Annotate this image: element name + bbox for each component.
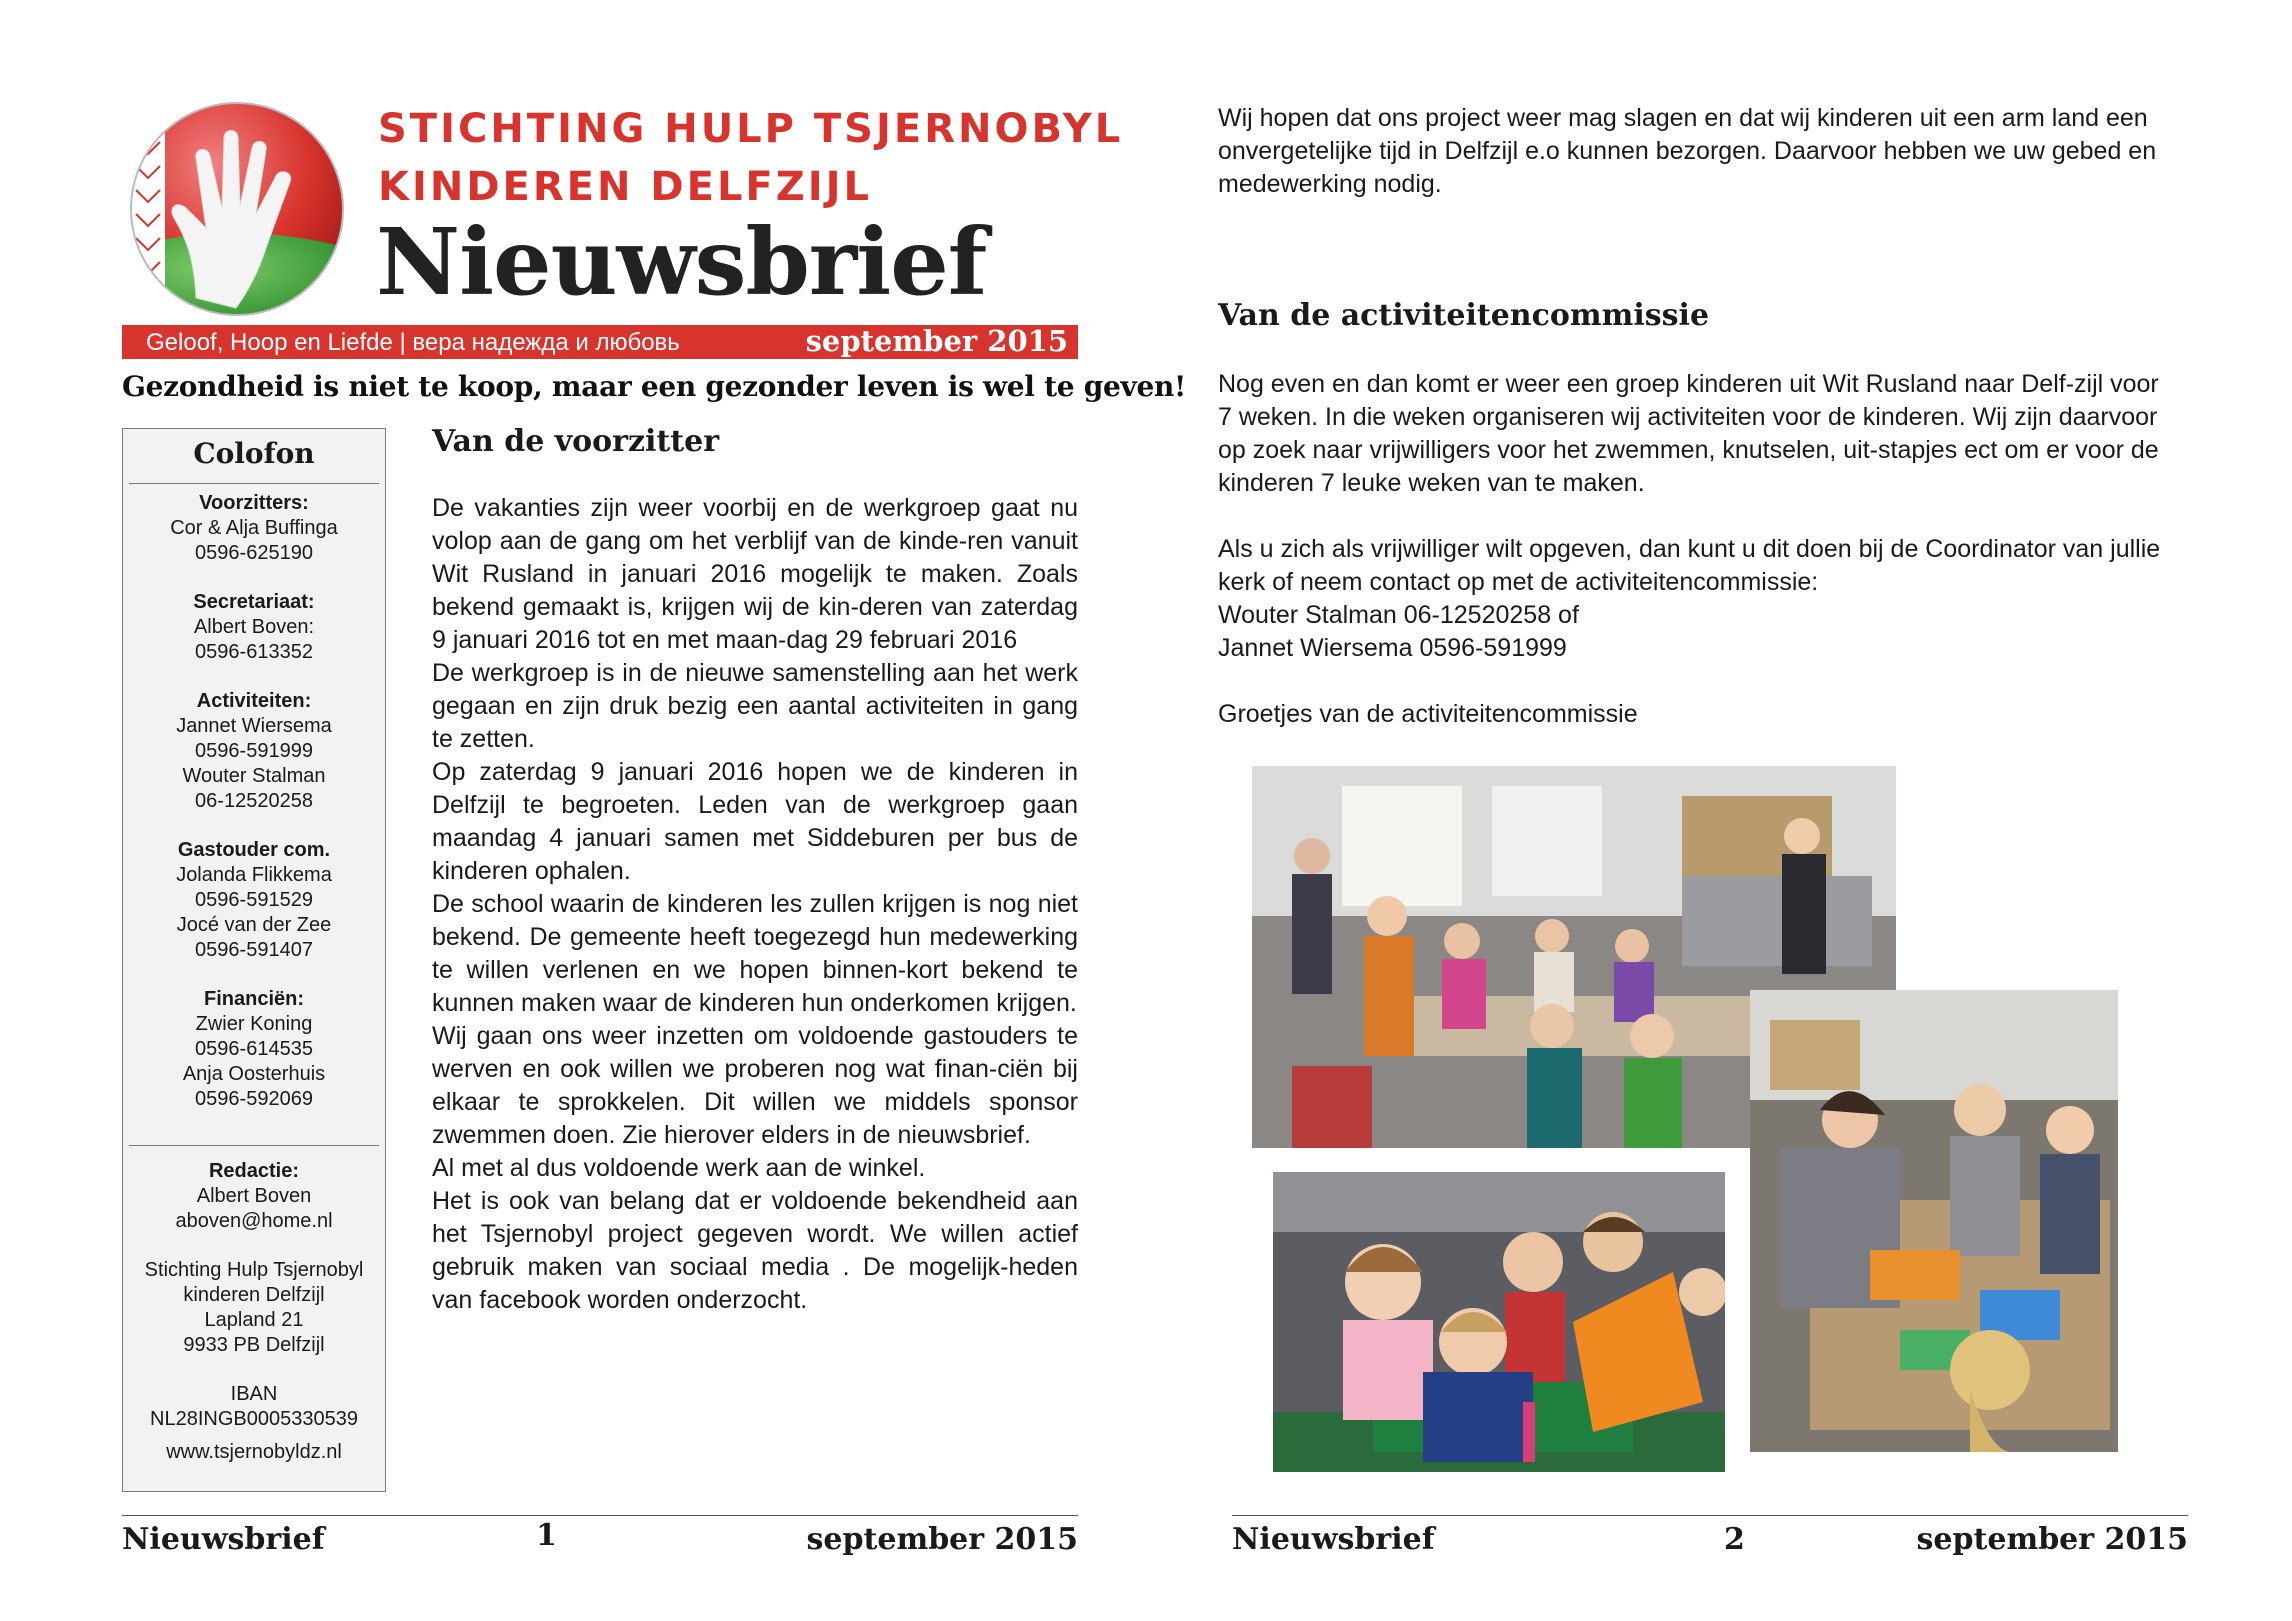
- article-paragraph: Groetjes van de activiteitencommissie: [1218, 700, 1638, 728]
- activity-photo-3: [1273, 1172, 1725, 1472]
- page2-intro-text: Wij hopen dat ons project weer mag slagen en dat wij kinderen uit een arm land een onvergetelijke tijd in Delfzijl e.o kunnen bezorgen. Daarvoor hebben we uw gebed en medewerking nodig.: [1218, 104, 2157, 198]
- colofon-line: 0596-591407: [195, 939, 313, 961]
- article-title-voorzitter: Van de voorzitter: [432, 424, 720, 459]
- colofon-iban-label: IBAN: [230, 1383, 278, 1405]
- organization-name-line1: STICHTING HULP TSJERNOBYL: [378, 106, 1124, 152]
- colofon-line: Albert Boven: [196, 1185, 312, 1207]
- issue-date: september 2015: [805, 324, 1068, 358]
- colofon-line: 0596-591529: [195, 889, 313, 911]
- hand-logo-icon: [126, 98, 348, 320]
- footer-newsletter-label: Nieuwsbrief: [122, 1522, 325, 1557]
- colofon-line: Cor & Alja Buffinga: [170, 517, 338, 539]
- motto-bar: [122, 325, 1078, 359]
- colofon-address-line: Stichting Hulp Tsjernobyl: [144, 1259, 364, 1281]
- footer-issue-date: september 2015: [1916, 1522, 2188, 1557]
- article-title-activiteiten: Van de activiteitencommissie: [1218, 298, 1710, 333]
- colofon-line: 0596-625190: [195, 542, 313, 564]
- colofon-line: 0596-591999: [195, 740, 313, 762]
- colofon-redactie: [123, 1159, 385, 1465]
- colofon-divider-bottom: [129, 1145, 379, 1146]
- colofon-line: Jolanda Flikkema: [176, 864, 332, 886]
- footer-rule-page1: [122, 1515, 1078, 1516]
- footer-rule-page2: [1232, 1515, 2188, 1516]
- footer-page-number: 1: [536, 1518, 557, 1553]
- article-paragraph: De vakanties zijn weer voorbij en de werkgroep gaat nu volop aan de gang om het verblijf van de kinde-ren vanuit Wit Rusland in januari 2016 mogelijk te maken. Zoals bekend gemaakt is, krijgen wij de kin-deren van zaterdag 9 januari 2016 tot en met maan-dag 29 februari 2016: [432, 494, 1078, 654]
- colofon-divider-top: [129, 483, 379, 484]
- article-body-activiteiten: [1218, 368, 2178, 764]
- colofon-address-line: kinderen Delfzijl: [183, 1284, 325, 1306]
- article-paragraph: Op zaterdag 9 januari 2016 hopen we de kinderen in Delfzijl te begroeten. Leden van de werkgroep gaan maandag 4 januari samen met Siddeburen per bus de kinderen ophalen.: [432, 758, 1078, 885]
- slogan: Gezondheid is niet te koop, maar een gezonder leven is wel te geven!: [122, 370, 1187, 403]
- colofon-box: [122, 428, 386, 1492]
- colofon-line: 06-12520258: [195, 790, 313, 812]
- article-paragraph: Het is ook van belang dat er voldoende bekendheid aan het Tsjernobyl project gegeven wordt. We willen actief gebruik maken van sociaal media . De mogelijk-heden van facebook worden onderzocht.: [432, 1187, 1078, 1314]
- colofon-email-link[interactable]: aboven@home.nl: [175, 1210, 333, 1232]
- colofon-line: Anja Oosterhuis: [182, 1063, 326, 1085]
- colofon-heading: Financiën:: [203, 988, 304, 1010]
- article-paragraph: Als u zich als vrijwilliger wilt opgeven, dan kunt u dit doen bij de Coordinator van jullie kerk of neem contact op met de activiteitencommissie:: [1218, 535, 2161, 596]
- footer-issue-date: september 2015: [806, 1522, 1078, 1557]
- colofon-line: 0596-614535: [195, 1038, 313, 1060]
- contact-line: Jannet Wiersema 0596-591999: [1218, 634, 1567, 662]
- footer-page-number: 2: [1724, 1522, 1745, 1557]
- article-body-voorzitter: [432, 492, 1078, 1317]
- colofon-heading: Secretariaat:: [193, 591, 315, 613]
- masthead-title: Nieuwsbrief: [376, 208, 987, 316]
- article-paragraph: Nog even en dan komt er weer een groep kinderen uit Wit Rusland naar Delf-zijl voor 7 weken. In die weken organiseren wij activiteiten voor de kinderen. Wij zijn daarvoor op zoek naar vrijwilligers voor het zwemmen, knutselen, uit-stapjes ect om er voor de kinderen 7 leuke weken van te maken.: [1218, 370, 2159, 497]
- colofon-heading: Activiteiten:: [196, 690, 312, 712]
- colofon-iban: NL28INGB0005330539: [150, 1408, 358, 1430]
- article-paragraph: De werkgroep is in de nieuwe samenstelling aan het werk gegaan en zijn druk bezig een aantal activiteiten in gang te zetten.: [432, 659, 1078, 753]
- colofon-heading: Redactie:: [208, 1160, 300, 1182]
- colofon-website-link[interactable]: www.tsjernobyldz.nl: [166, 1441, 342, 1463]
- article-paragraph: De school waarin de kinderen les zullen krijgen is nog niet bekend. De gemeente heeft toegezegd hun medewerking te willen verlenen en we hopen binnen-kort bekend te kunnen maken waar de kinderen hun onderkomen krijgen.: [432, 890, 1078, 1017]
- colofon-heading: Gastouder com.: [177, 839, 331, 861]
- colofon-line: Zwier Koning: [195, 1013, 313, 1035]
- motto-text: Geloof, Hoop en Liefde | вера надежда и любовь: [146, 329, 680, 356]
- colofon-title: Colofon: [193, 437, 315, 470]
- colofon-line: 0596-592069: [195, 1088, 313, 1110]
- organization-name-line2: KINDEREN DELFZIJL: [378, 164, 873, 210]
- colofon-address-line: 9933 PB Delfzijl: [183, 1334, 325, 1356]
- footer-newsletter-label: Nieuwsbrief: [1232, 1522, 1435, 1557]
- colofon-line: Wouter Stalman: [182, 765, 326, 787]
- article-paragraph: Wij gaan ons weer inzetten om voldoende gastouders te werven en ook willen we proberen nog wat finan-ciën bij elkaar te sprokkelen. Dit willen we middels sponsor zwemmen doen. Zie hierover elders in de nieuwsbrief.: [432, 1022, 1078, 1149]
- colofon-line: Albert Boven:: [193, 616, 315, 638]
- contact-line: Wouter Stalman 06-12520258 of: [1218, 601, 1579, 629]
- article-paragraph: Al met al dus voldoende werk aan de winkel.: [432, 1154, 926, 1182]
- activity-photo-2: [1750, 990, 2118, 1452]
- colofon-address-line: Lapland 21: [204, 1309, 304, 1331]
- colofon-line: Jocé van der Zee: [176, 914, 332, 936]
- colofon-heading: Voorzitters:: [199, 492, 309, 514]
- colofon-line: 0596-613352: [195, 641, 313, 663]
- colofon-contacts: [123, 491, 385, 1112]
- colofon-line: Jannet Wiersema: [176, 715, 332, 737]
